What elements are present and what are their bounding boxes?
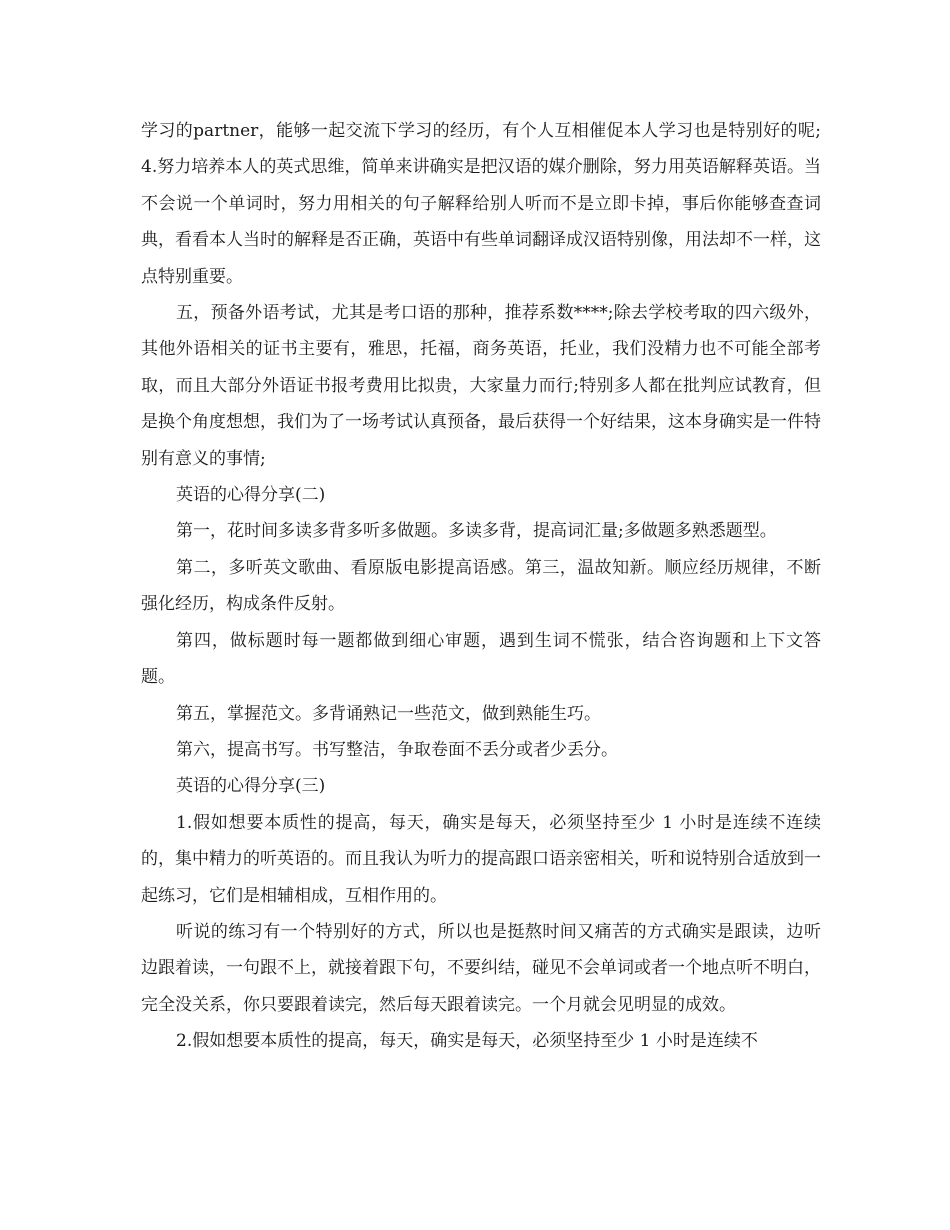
paragraph-sixth: 第六，提高书写。书写整洁，争取卷面不丢分或者少丢分。: [176, 739, 618, 760]
paragraph-second: 第二，多听英文歌曲、看原版电影提高语感。第三，温故知新。顺应经历规律，不断强化经历，构成条件反射。: [141, 557, 821, 615]
paragraph-listening-2: 2.假如想要本质性的提高，每天，确实是每天，必须坚持至少 1 小时是连续不: [176, 1031, 758, 1052]
paragraph-listening-1: 1.假如想要本质性的提高，每天，确实是每天，必须坚持至少 1 小时是连续不连续的，集中精力的听英语的。而且我认为听力的提高跟口语亲密相关，听和说特别合适放到一起练习，它们是相辅相成，互相作用的。: [141, 812, 821, 906]
paragraph-first: 第一，花时间多读多背多听多做题。多读多背，提高词汇量;多做题多熟悉题型。: [176, 521, 777, 542]
section-heading-2: 英语的心得分享(二): [176, 485, 326, 506]
paragraph-fifth: 第五，掌握范文。多背诵熟记一些范文，做到熟能生巧。: [176, 703, 601, 724]
paragraph-shadowing: 听说的练习有一个特别好的方式，所以也是挺熬时间又痛苦的方式确实是跟读，边听边跟着读，一句跟不上，就接着跟下句，不要纠结，碰见不会单词或者一个地点听不明白，完全没关系，你只要跟着读完，然后每天跟着读完。一个月就会见明显的成效。: [141, 921, 821, 1015]
document-body: [141, 113, 821, 1060]
paragraph-fourth: 第四，做标题时每一题都做到细心审题，遇到生词不慌张，结合咨询题和上下文答题。: [141, 630, 821, 688]
paragraph-exam-prep: 五，预备外语考试，尤其是考口语的那种，推荐系数****;除去学校考取的四六级外，其他外语相关的证书主要有，雅思，托福，商务英语，托业，我们没精力也不可能全部考取，而且大部分外语证书报考费用比拟贵，大家量力而行;特别多人都在批判应试教育，但是换个角度想想，我们为了一场考试认真预备，最后获得一个好结果，这本身确实是一件特别有意义的事情;: [141, 303, 821, 469]
section-heading-3: 英语的心得分享(三): [176, 776, 326, 797]
paragraph-partner-study: 学习的partner，能够一起交流下学习的经历，有个人互相催促本人学习也是特别好的呢;4.努力培养本人的英式思维，简单来讲确实是把汉语的媒介删除，努力用英语解释英语。当不会说一个单词时，努力用相关的句子解释给别人听而不是立即卡掉，事后你能够查查词典，看看本人当时的解释是否正确，英语中有些单词翻译成汉语特别像，用法却不一样，这点特别重要。: [141, 121, 821, 287]
